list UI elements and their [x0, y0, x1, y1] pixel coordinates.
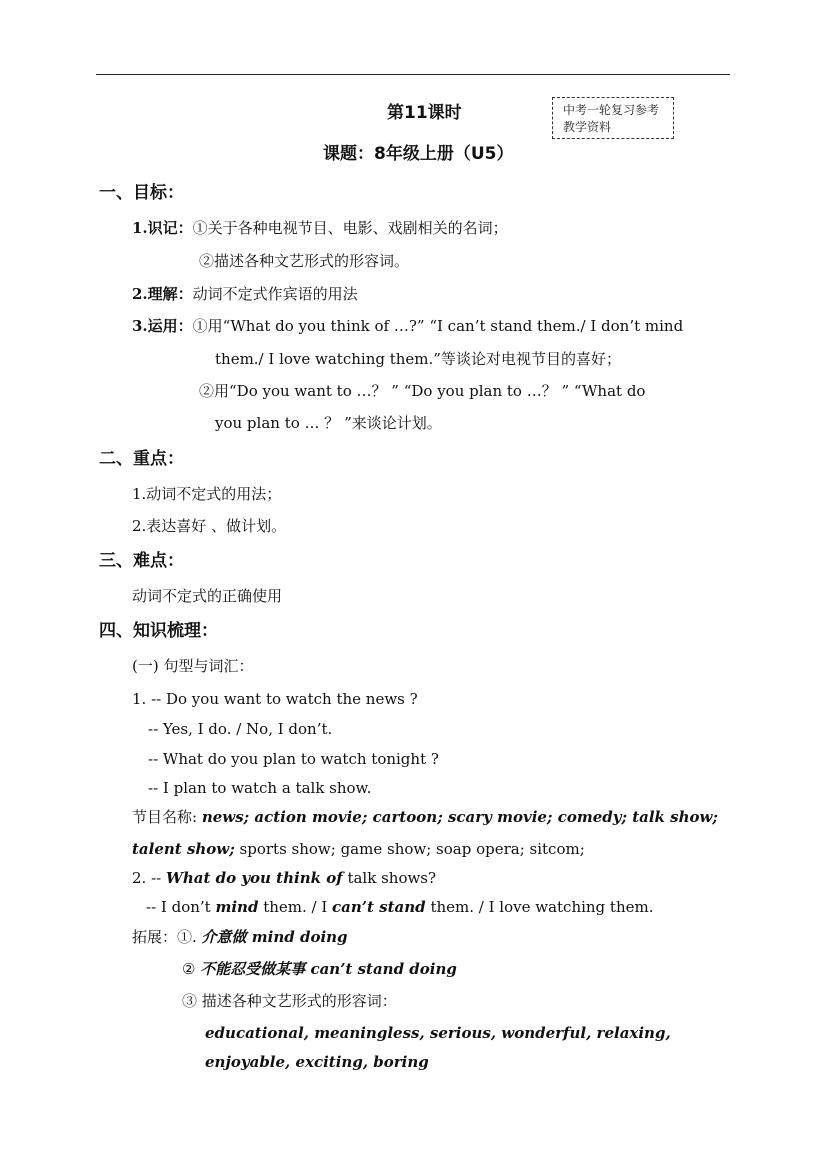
- goal-memorize-label: 1.识记：: [132, 219, 193, 237]
- adjectives-line-1: educational, meaningless, serious, wonderful, relaxing,: [205, 1024, 671, 1042]
- answer-2-part-2: them. / I: [258, 898, 333, 916]
- goal-memorize: [132, 219, 508, 237]
- goal-understand: [132, 285, 358, 303]
- dialog-line-1: 1. -- Do you want to watch the news ?: [132, 690, 418, 708]
- extension-3: ③ 描述各种文艺形式的形容词：: [182, 992, 397, 1010]
- key-point-2: 2.表达喜好 、做计划。: [132, 517, 287, 535]
- lesson-title: 第11课时: [387, 103, 462, 123]
- answer-2-part-3: them. / I love watching them.: [425, 898, 654, 916]
- extension-1: [132, 928, 348, 946]
- extension-2-number: ②: [182, 960, 201, 978]
- section-difficulty-heading: 三、难点：: [99, 551, 184, 571]
- key-point-1: 1.动词不定式的用法；: [132, 485, 282, 503]
- section-key-points-heading: 二、重点：: [99, 449, 184, 469]
- goal-apply-text: ①用“What do you think of …?” “I can’t stand them./ I don’t mind: [192, 317, 684, 335]
- extension-label: 拓展：①.: [132, 928, 202, 946]
- goal-apply: [132, 317, 683, 335]
- question-2-prefix: 2. --: [132, 869, 166, 887]
- answer-2-part-1: -- I don’t: [146, 898, 216, 916]
- difficulty-text: 动词不定式的正确使用: [132, 587, 283, 605]
- section-goals-heading: 一、目标：: [99, 183, 184, 203]
- program-names-list: news; action movie; cartoon; scary movie; comedy; talk show;: [201, 808, 718, 826]
- answer-2-mind: mind: [215, 898, 259, 916]
- program-names-cont: [132, 840, 585, 858]
- question-2: [132, 869, 436, 887]
- section-knowledge-heading: 四、知识梳理：: [99, 621, 218, 641]
- extension-2-text: 不能忍受做某事 can’t stand doing: [200, 960, 457, 978]
- goal-understand-label: 2.理解：: [132, 285, 193, 303]
- goal-apply-cont: them./ I love watching them.”等谈论对电视节目的喜好；: [215, 350, 621, 368]
- dialog-line-4: -- I plan to watch a talk show.: [148, 779, 372, 797]
- tag-line-2: 教学资料: [563, 120, 612, 134]
- goal-apply-2: ②用“Do you want to …？ ” “Do you plan to …？ ” “What do: [199, 382, 646, 400]
- program-names: [132, 808, 718, 826]
- dialog-line-2: -- Yes, I do. / No, I don’t.: [148, 720, 333, 738]
- reference-tag: [552, 97, 674, 139]
- answer-2-cant-stand: can’t stand: [332, 898, 426, 916]
- goal-apply-2-cont: you plan to … ？ ”来谈论计划。: [215, 414, 442, 432]
- tag-line-1: 中考一轮复习参考: [563, 103, 660, 117]
- subsection-patterns: (一) 句型与词汇：: [132, 657, 254, 675]
- extension-1-text: 介意做 mind doing: [201, 928, 348, 946]
- question-2-suffix: talk shows?: [342, 869, 437, 887]
- subject-title: 课题：8年级上册（U5）: [323, 144, 514, 164]
- top-rule: [96, 74, 730, 75]
- goal-apply-label: 3.运用：: [132, 317, 193, 335]
- extension-2: [182, 960, 457, 978]
- program-names-label: 节目名称:: [132, 808, 202, 826]
- goal-memorize-2: ②描述各种文艺形式的形容词。: [199, 252, 410, 270]
- dialog-line-3: -- What do you plan to watch tonight ?: [148, 750, 439, 768]
- answer-2: [146, 898, 653, 916]
- program-names-rest: sports show; game show; soap opera; sitcom;: [234, 840, 585, 858]
- program-names-bold: talent show;: [132, 840, 235, 858]
- goal-memorize-text: ①关于各种电视节目、电影、戏剧相关的名词；: [192, 219, 508, 237]
- question-2-bold: What do you think of: [165, 869, 343, 887]
- goal-understand-text: 动词不定式作宾语的用法: [192, 285, 358, 303]
- adjectives-line-2: enjoyable, exciting, boring: [205, 1053, 429, 1071]
